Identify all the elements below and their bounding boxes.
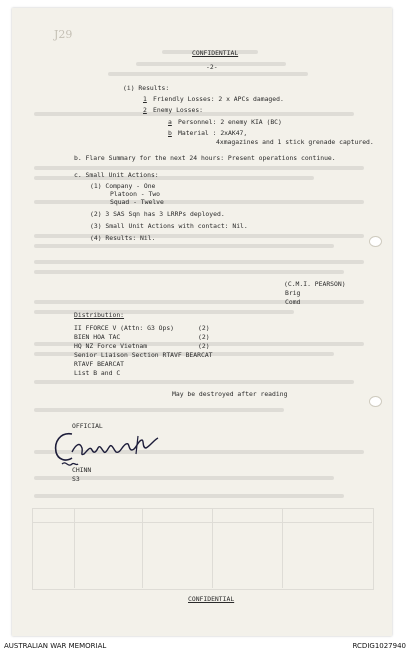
sua-line-4: (4) Results: Nil. <box>90 234 156 242</box>
friendly-losses: Friendly Losses: 2 x APCs damaged. <box>153 95 284 103</box>
punch-hole-bottom <box>369 396 382 407</box>
punch-hole-top <box>369 236 382 247</box>
flare-summary: b. Flare Summary for the next 24 hours: Present operations continue. <box>74 154 336 162</box>
header-classification: CONFIDENTIAL <box>192 49 239 57</box>
material-line-2: 4xmagazines and 1 stick grenade captured. <box>216 138 374 146</box>
distribution-line-3: HQ NZ Force Vietnam <box>74 342 148 350</box>
distribution-line-6: List B and C <box>74 369 121 377</box>
personnel-line: Personnel: 2 enemy KIA (BC) <box>178 118 282 126</box>
personnel-letter: a <box>168 118 172 126</box>
sua-line-1a: (1) Company - One <box>90 182 156 190</box>
destroy-note: May be destroyed after reading <box>172 390 288 398</box>
distribution-heading: Distribution: <box>74 311 125 319</box>
distribution-count-2: (2) <box>198 333 210 341</box>
enemy-number: 2 <box>143 106 147 114</box>
official-name: CHINN <box>72 466 92 474</box>
archive-reference: RCDIG1027940 <box>352 642 406 650</box>
official-role: S3 <box>72 475 80 483</box>
distribution-line-4: Senior Liaison Section RTAVF BEARCAT <box>74 351 213 359</box>
distribution-line-5: RTAVF BEARCAT <box>74 360 125 368</box>
sua-line-1b: Platoon - Two <box>110 190 161 198</box>
sua-line-2: (2) 3 SAS Sqn has 3 LRRPs deployed. <box>90 210 225 218</box>
material-line-1: Material : 2xAK47, <box>178 129 248 137</box>
document-page <box>12 8 392 636</box>
archive-footer <box>0 640 410 654</box>
friendly-number: 1 <box>143 95 147 103</box>
distribution-count-1: (2) <box>198 324 210 332</box>
distribution-line-1: II FFORCE V (Attn: G3 Ops) <box>74 324 175 332</box>
results-heading: (i) Results: <box>123 84 170 92</box>
footer-classification: CONFIDENTIAL <box>188 595 235 603</box>
sua-line-3: (3) Small Unit Actions with contact: Nil. <box>90 222 248 230</box>
signatory-title: Comd <box>285 298 301 306</box>
material-letter: b <box>168 129 172 137</box>
enemy-losses: Enemy Losses: <box>153 106 204 114</box>
official-label: OFFICIAL <box>72 422 103 430</box>
archive-name: AUSTRALIAN WAR MEMORIAL <box>4 642 107 650</box>
signatory-name: (C.M.I. PEARSON) <box>284 280 346 288</box>
sua-line-1c: Squad - Twelve <box>110 198 164 206</box>
small-unit-heading: c. Small Unit Actions: <box>74 171 159 179</box>
handwritten-margin-note: J29 <box>54 28 73 41</box>
distribution-count-3: (2) <box>198 342 210 350</box>
handwritten-signature <box>50 428 170 472</box>
page-number: -2- <box>206 63 218 71</box>
distribution-line-2: BIEN HOA TAC <box>74 333 121 341</box>
signatory-rank: Brig <box>285 289 301 297</box>
